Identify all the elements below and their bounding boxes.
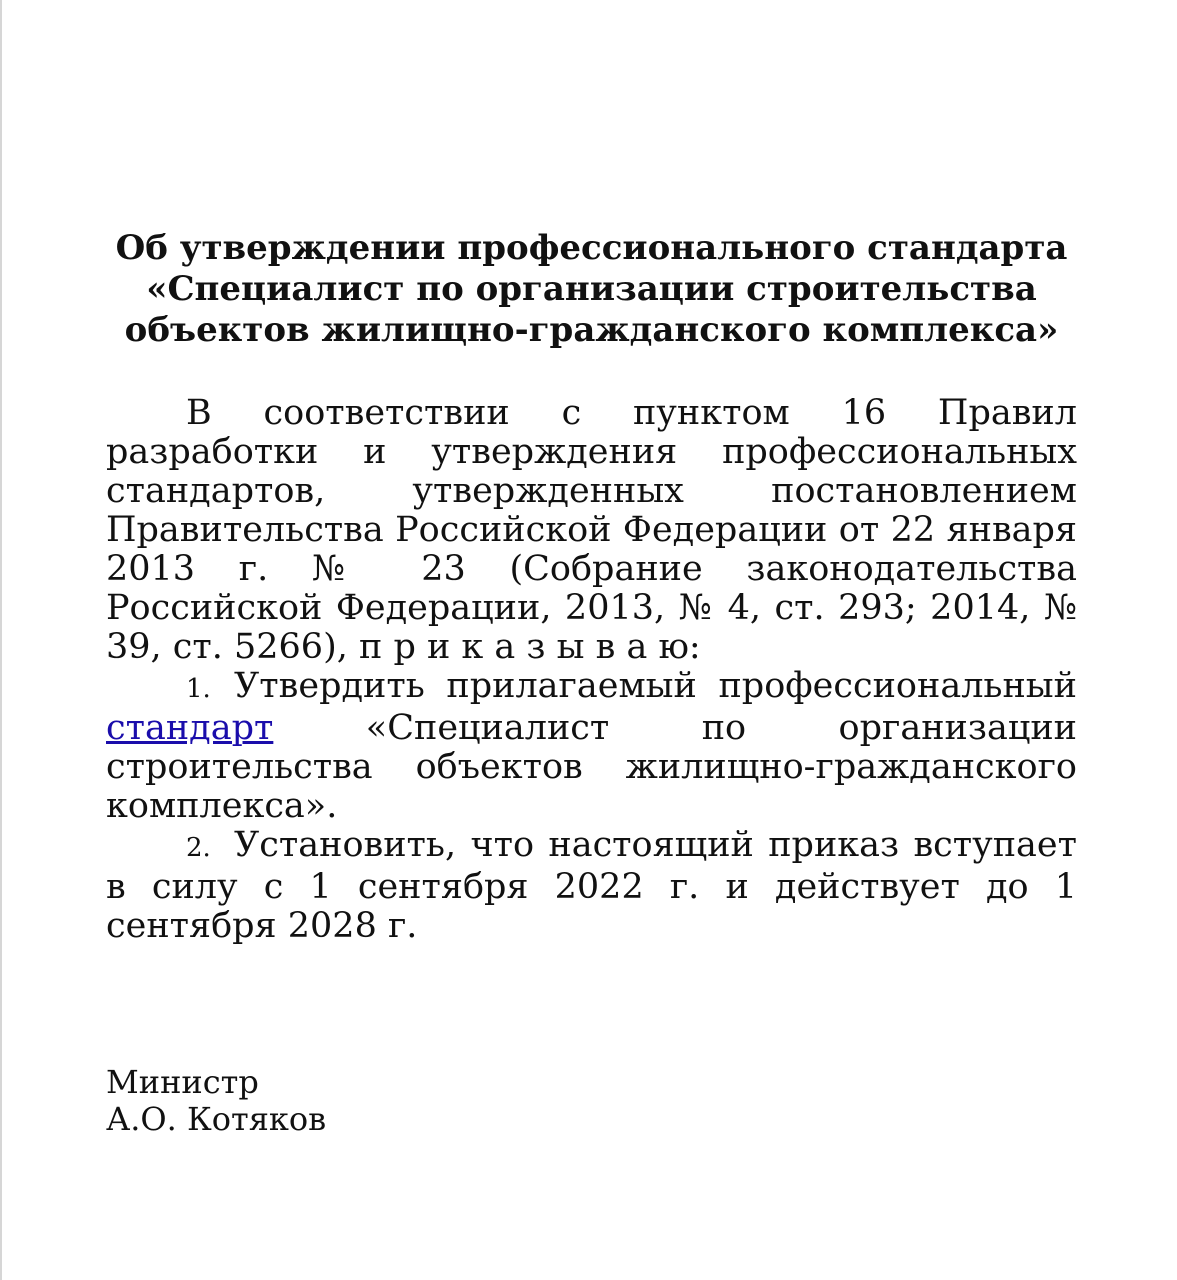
signature-block xyxy=(106,1064,326,1138)
item-1 xyxy=(106,667,1077,826)
document-title xyxy=(106,228,1077,351)
item-2-text: Установить, что настоящий приказ вступает в силу с 1 сентября 2022 г. и действует до 1 сентября 2028 г. xyxy=(106,825,1077,946)
signature-position: Министр xyxy=(106,1063,259,1101)
standard-link[interactable]: стандарт xyxy=(106,708,274,748)
title-line-1: Об утверждении профессионального стандарта xyxy=(115,228,1068,268)
item-2-number: 2. xyxy=(186,833,211,863)
item-1-number: 1. xyxy=(186,674,211,704)
order-word: п р и к а з ы в а ю: xyxy=(359,627,701,667)
document-body xyxy=(106,228,1077,946)
preamble-paragraph xyxy=(106,394,1077,667)
preamble-text: В соответствии с пунктом 16 Правил разработки и утверждения профессиональных стандартов, утвержденных постановлением Правительства Российской Федерации от 22 января 2013 г. № 23 (Собрание законодательства Российской Федерации, 2013, № 4, ст. 293; 2014, № 39, ст. 5266), xyxy=(106,393,1077,667)
item-1-text-after: «Специалист по организации строительства объектов жилищно-гражданского комплекса». xyxy=(106,708,1077,826)
title-line-3: объектов жилищно-гражданского комплекса» xyxy=(124,310,1059,350)
title-line-2: «Специалист по организации строительства xyxy=(146,269,1037,309)
order-text xyxy=(106,394,1077,946)
item-2 xyxy=(106,826,1077,946)
signature-name: А.О. Котяков xyxy=(106,1100,327,1138)
page-edge-line xyxy=(0,0,2,1280)
item-1-text-before: Утвердить прилагаемый профессиональный xyxy=(234,666,1077,706)
